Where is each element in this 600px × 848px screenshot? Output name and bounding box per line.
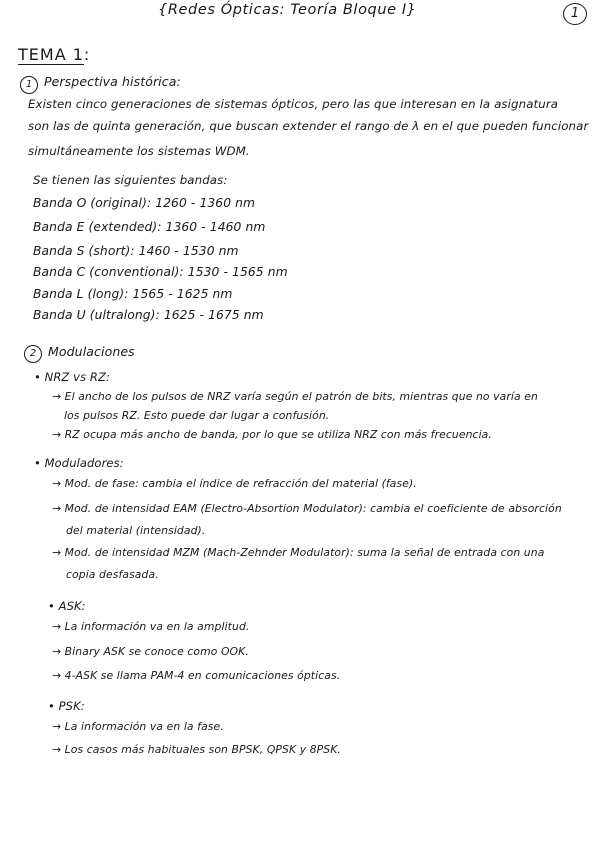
nrz-line-2: los pulsos RZ. Esto puede dar lugar a confusión. [64, 409, 330, 422]
ask-heading: • ASK: [48, 599, 86, 613]
tema-heading: TEMA 1: [18, 45, 91, 64]
psk-heading: • PSK: [48, 699, 85, 713]
moduladores-heading: • Moduladores: [34, 456, 124, 470]
ask-line-3: → 4-ASK se llama PAM-4 en comunicaciones ópticas. [52, 669, 341, 682]
band-c: Banda C (conventional): 1530 - 1565 nm [33, 265, 288, 279]
section-1-title: Perspectiva histórica: [44, 74, 181, 89]
band-s: Banda S (short): 1460 - 1530 nm [33, 244, 239, 258]
band-u: Banda U (ultralong): 1625 - 1675 nm [33, 308, 264, 322]
section-2-number: 2 [24, 345, 42, 363]
paragraph-line-1: Existen cinco generaciones de sistemas ópticos, pero las que interesan en la asignatura [28, 97, 559, 111]
ask-line-1: → La información va en la amplitud. [52, 620, 250, 633]
tema-underline [18, 64, 84, 65]
page-number: 1 [563, 3, 587, 25]
band-l: Banda L (long): 1565 - 1625 nm [33, 287, 233, 301]
band-e: Banda E (extended): 1360 - 1460 nm [33, 220, 266, 234]
moduladores-line-1: → Mod. de fase: cambia el índice de refracción del material (fase). [52, 477, 417, 490]
section-2-title: Modulaciones [48, 344, 135, 359]
ask-line-2: → Binary ASK se conoce como OOK. [52, 645, 249, 658]
section-1-number: 1 [20, 76, 38, 94]
band-o: Banda O (original): 1260 - 1360 nm [33, 196, 256, 210]
nrz-line-1: → El ancho de los pulsos de NRZ varía según el patrón de bits, mientras que no varía en [52, 390, 538, 403]
nrz-line-3: → RZ ocupa más ancho de banda, por lo que se utiliza NRZ con más frecuencia. [52, 428, 492, 441]
psk-line-2: → Los casos más habituales son BPSK, QPSK y 8PSK. [52, 743, 341, 756]
bands-intro: Se tienen las siguientes bandas: [33, 173, 228, 187]
paragraph-line-3: simultáneamente los sistemas WDM. [28, 144, 250, 158]
moduladores-line-4: → Mod. de intensidad MZM (Mach-Zehnder Modulator): suma la señal de entrada con una [52, 546, 545, 559]
nrz-heading: • NRZ vs RZ: [34, 370, 110, 384]
moduladores-line-2: → Mod. de intensidad EAM (Electro-Absortion Modulator): cambia el coeficiente de absorción [52, 502, 562, 515]
paragraph-line-2: son las de quinta generación, que buscan extender el rango de λ en el que pueden funcionar [28, 119, 589, 133]
moduladores-line-3: del material (intensidad). [66, 524, 206, 537]
psk-line-1: → La información va en la fase. [52, 720, 224, 733]
page-header-title: {Redes Ópticas: Teoría Bloque I} [158, 2, 417, 18]
moduladores-line-5: copia desfasada. [66, 568, 159, 581]
